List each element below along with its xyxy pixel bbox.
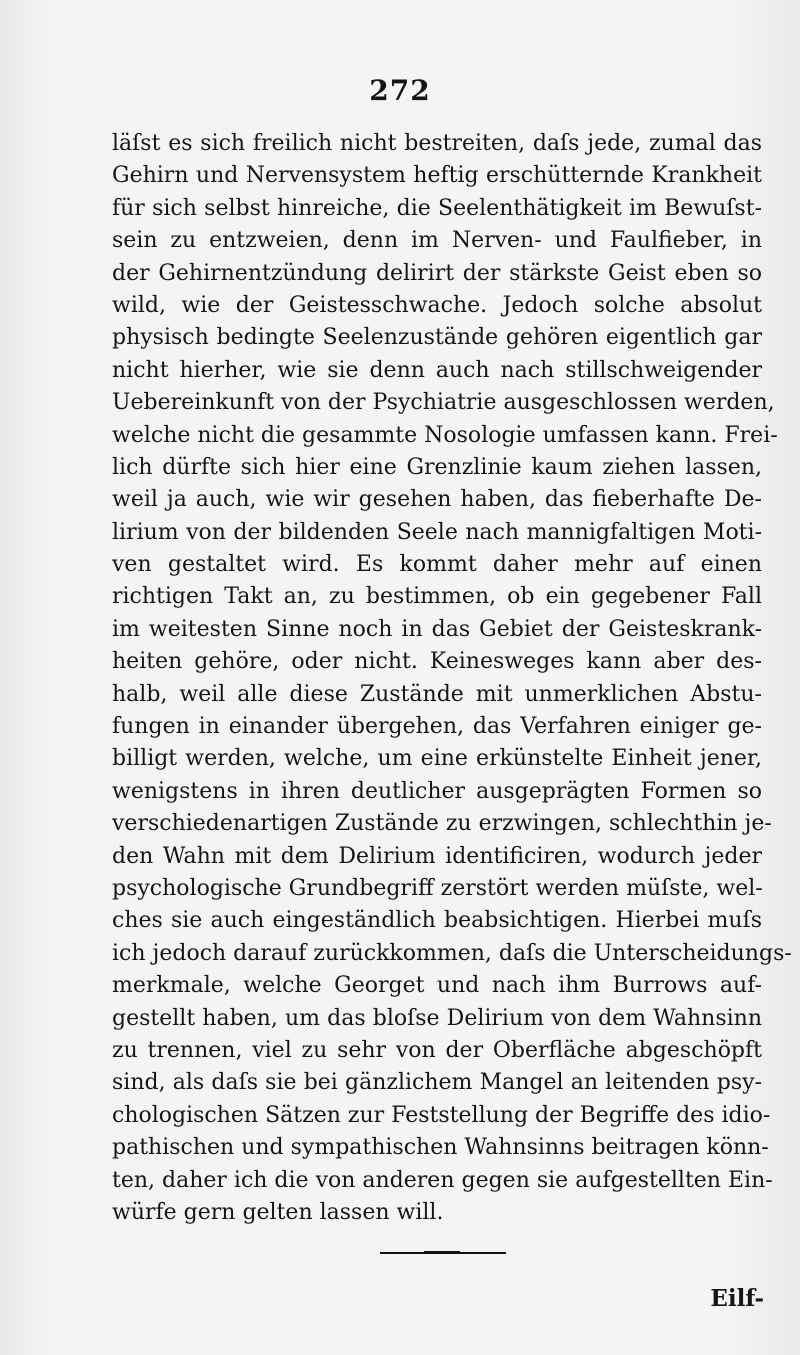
section-rule [380,1252,506,1254]
text-line: wild, wie der Geistesschwache. Jedoch solche absolut [112,292,762,318]
text-line: welche nicht die gesammte Nosologie umfassen kann. Frei- [112,422,778,448]
text-line: für sich selbst hinreiche, die Seelenthätigkeit im Bewuſst- [112,195,762,221]
text-line: läſst es sich freilich nicht bestreiten, daſs jede, zumal das [112,131,762,156]
catchword: Eilf- [710,1285,764,1312]
text-line: im weitesten Sinne noch in das Gebiet der Geisteskrank- [112,616,762,642]
text-line: würfe gern gelten lassen will. [112,1199,444,1225]
text-line: ches sie auch eingeständlich beabsichtigen. Hierbei muſs [112,908,762,934]
text-line: lich dürfte sich hier eine Grenzlinie kaum ziehen lassen, [112,454,762,480]
text-line: verschiedenartigen Zustände zu erzwingen, schlechthin je- [112,811,772,837]
body-text [112,128,792,1229]
text-line: nicht hierher, wie sie denn auch nach stillschweigender [112,357,762,383]
text-line: halb, weil alle diese Zustände mit unmerklichen Abstu- [112,681,762,707]
text-line: ven gestaltet wird. Es kommt daher mehr auf einen [112,552,762,578]
text-line: fungen in einander übergehen, das Verfahren einiger ge- [112,714,762,740]
text-line: chologischen Sätzen zur Feststellung der Begriffe des idio- [112,1102,771,1128]
text-line: lirium von der bildenden Seele nach mannigfaltigen Moti- [112,519,762,545]
text-line: wenigstens in ihren deutlicher ausgeprägten Formen so [112,778,762,804]
text-line: gestellt haben, um das bloſse Delirium von dem Wahnsinn [112,1005,762,1031]
text-line: sein zu entzweien, denn im Nerven- und Faulfieber, in [112,228,762,254]
text-line: billigt werden, welche, um eine erkünstelte Einheit jener, [112,746,762,772]
text-line: ich jedoch darauf zurückkommen, daſs die Unterscheidungs- [112,940,792,966]
text-line: Uebereinkunft von der Psychiatrie ausgeschlossen werden, [112,390,775,416]
page-number: 272 [369,74,431,107]
text-line: heiten gehöre, oder nicht. Keinesweges kann aber des- [112,649,762,675]
text-line: Gehirn und Nervensystem heftig erschütternde Krankheit [112,163,762,189]
text-line: merkmale, welche Georget und nach ihm Burrows auf- [112,973,762,999]
text-line: physisch bedingte Seelenzustände gehören eigentlich gar [112,325,762,351]
text-line: sind, als daſs sie bei gänzlichem Mangel an leitenden psy- [112,1070,762,1096]
text-line: den Wahn mit dem Delirium identificiren, wodurch jeder [112,843,762,869]
text-line: zu trennen, viel zu sehr von der Oberfläche abgeschöpft [112,1037,762,1063]
text-line: richtigen Takt an, zu bestimmen, ob ein gegebener Fall [112,584,762,610]
text-line: pathischen und sympathischen Wahnsinns beitragen könn- [112,1135,769,1161]
text-line: psychologische Grundbegriff zerstört werden müſste, wel- [112,875,763,901]
text-line: weil ja auch, wie wir gesehen haben, das fieberhafte De- [112,487,762,513]
text-line: der Gehirnentzündung delirirt der stärkste Geist eben so [112,260,762,286]
text-line: ten, daher ich die von anderen gegen sie aufgestellten Ein- [112,1167,773,1193]
